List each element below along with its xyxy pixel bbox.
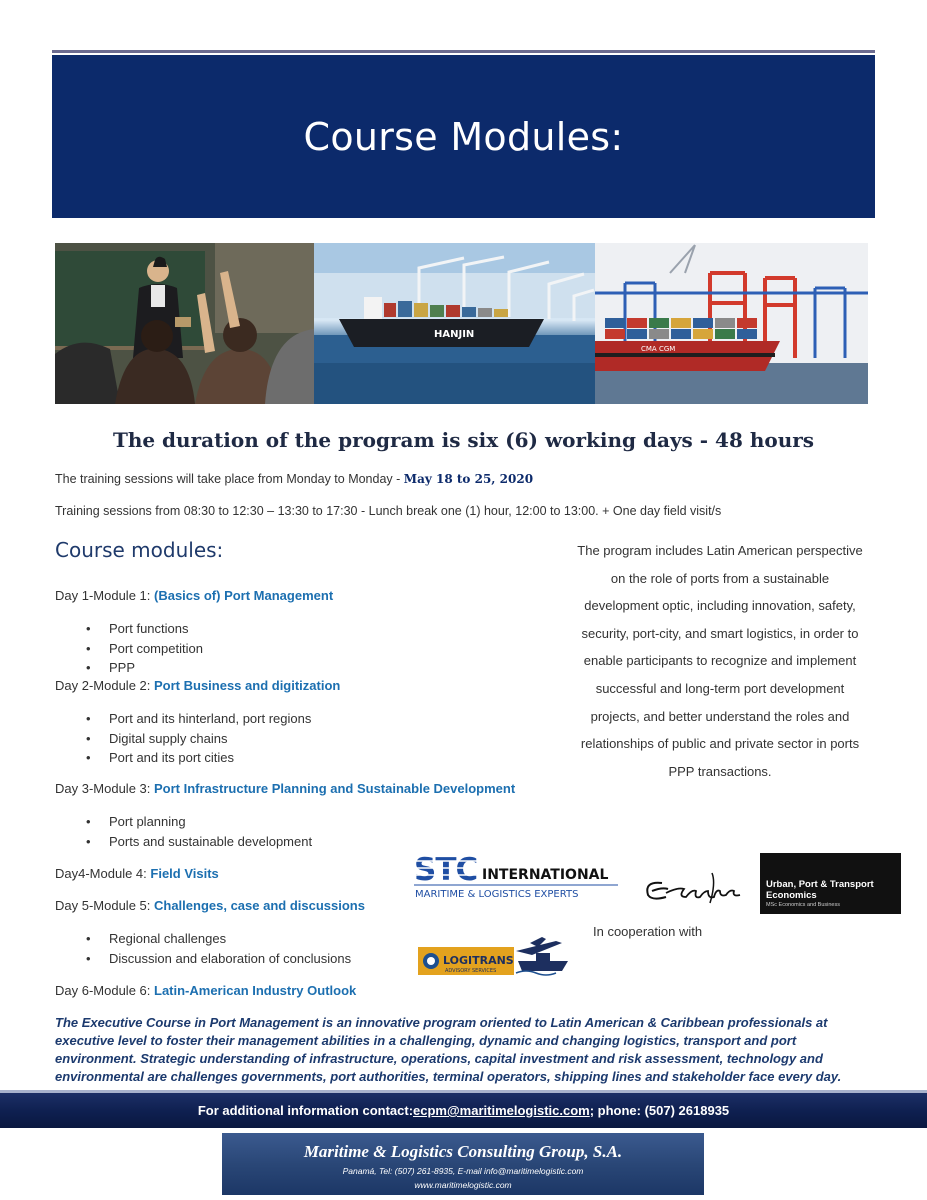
logitrans-logo-name: LOGITRANS (443, 954, 514, 967)
modules-heading: Course modules: (55, 538, 224, 562)
contact-email-link[interactable]: ecpm@maritimelogistic.com (413, 1103, 590, 1118)
module-3-day: Day 3-Module 3: (55, 781, 154, 796)
top-rule (52, 50, 875, 53)
module-5 (55, 898, 365, 913)
module-2 (55, 678, 340, 693)
classroom-photo (55, 243, 314, 404)
list-item: • PPP (86, 658, 203, 678)
module-3-title: Port Infrastructure Planning and Sustainable Development (154, 781, 516, 796)
module-4 (55, 866, 219, 881)
svg-text:CMA CGM: CMA CGM (641, 345, 676, 353)
program-duration-headline: The duration of the program is six (6) working days - 48 hours (112, 428, 815, 452)
module-3 (55, 781, 515, 796)
company-website[interactable]: www.maritimelogistic.com (414, 1180, 512, 1190)
photo-strip (55, 243, 868, 404)
module-6-day: Day 6-Module 6: (55, 983, 154, 998)
module-5-day: Day 5-Module 5: (55, 898, 154, 913)
session-dates-prefix: The training sessions will take place from Monday to Monday - (55, 472, 404, 486)
erasmus-badge-title: Urban, Port & Transport Economics (766, 879, 874, 901)
list-item: • Regional challenges (86, 929, 351, 949)
session-dates-line (55, 472, 533, 486)
stc-logo-name: INTERNATIONAL (482, 867, 609, 883)
session-dates: May 18 to 25, 2020 (403, 472, 534, 486)
contact-phone: ; phone: (507) 2618935 (589, 1103, 730, 1118)
module-5-title: Challenges, case and discussions (154, 898, 365, 913)
page-title: Course Modules: (303, 114, 624, 159)
list-item: • Discussion and elaboration of conclusions (86, 949, 351, 969)
program-summary: The Executive Course in Port Management is an innovative program oriented to Latin American & Caribbean professionals at executive level to foster their management abilities in a challenging, dynamic and changing logistics, transport and port environment. Strategic understanding of infrastructure, operations, capital investment and risk assessment, technology and environmental are challenges governments, port authorities, terminal operators, shipping lines and stakeholder face every day. (55, 1015, 842, 1084)
module-4-title: Field Visits (150, 866, 219, 881)
module-1 (55, 588, 333, 603)
airplane-icon (516, 937, 562, 955)
list-item: • Port functions (86, 619, 203, 639)
list-item: • Port planning (86, 812, 312, 832)
stc-logo-mark: STC (414, 852, 478, 888)
list-item: • Port competition (86, 639, 203, 659)
module-3-topics (86, 812, 312, 851)
erasmus-badge-sub: MSc Economics and Business (766, 902, 840, 908)
list-item: • Port and its hinterland, port regions (86, 709, 311, 729)
module-6 (55, 983, 356, 998)
svg-text:HANJIN: HANJIN (434, 329, 475, 340)
erasmus-program-badge (760, 853, 901, 914)
list-item: • Digital supply chains (86, 729, 311, 749)
stc-international-logo (414, 850, 618, 902)
module-2-topics (86, 709, 311, 768)
logitrans-logo (418, 937, 572, 977)
contact-footer (0, 1090, 927, 1128)
ship-icon (518, 953, 568, 971)
session-times-line: Training sessions from 08:30 to 12:30 – 13:30 to 17:30 - Lunch break one (1) hour, 12:00 to 13:00. + One day field visit/s (55, 504, 722, 518)
cooperation-label: In cooperation with (593, 924, 703, 939)
erasmus-signature-icon (642, 853, 760, 914)
container-ship-photo (314, 243, 595, 404)
module-1-day: Day 1-Module 1: (55, 588, 154, 603)
header-banner (52, 55, 875, 218)
list-item: • Ports and sustainable development (86, 832, 312, 852)
company-contact-info: Panamá, Tel: (507) 261-8935, E-mail info@maritimelogistic.com (342, 1166, 584, 1176)
module-4-day: Day4-Module 4: (55, 866, 151, 881)
module-2-day: Day 2-Module 2: (55, 678, 154, 693)
stc-logo-tagline: MARITIME & LOGISTICS EXPERTS (415, 889, 579, 900)
module-5-topics (86, 929, 351, 968)
port-cranes-photo (595, 243, 868, 404)
module-1-title: (Basics of) Port Management (154, 588, 334, 603)
module-1-topics (86, 619, 203, 678)
erasmus-logo (642, 853, 901, 914)
list-item: • Port and its port cities (86, 748, 311, 768)
module-6-title: Latin-American Industry Outlook (154, 983, 357, 998)
module-2-title: Port Business and digitization (154, 678, 341, 693)
company-banner (222, 1133, 704, 1195)
company-name: Maritime & Logistics Consulting Group, S.A. (303, 1142, 623, 1161)
logitrans-logo-tagline: ADVISORY SERVICES (445, 968, 497, 974)
program-description: The program includes Latin American perspective on the role of ports from a sustainable development optic, including innovation, safety, security, port-city, and smart logistics, in order to enable participants to recognize and implement successful and long-term port development projects, and better understand the roles and relationships of public and private sector in ports PPP transactions. (577, 543, 863, 779)
contact-prefix: For additional information contact: (197, 1103, 414, 1118)
